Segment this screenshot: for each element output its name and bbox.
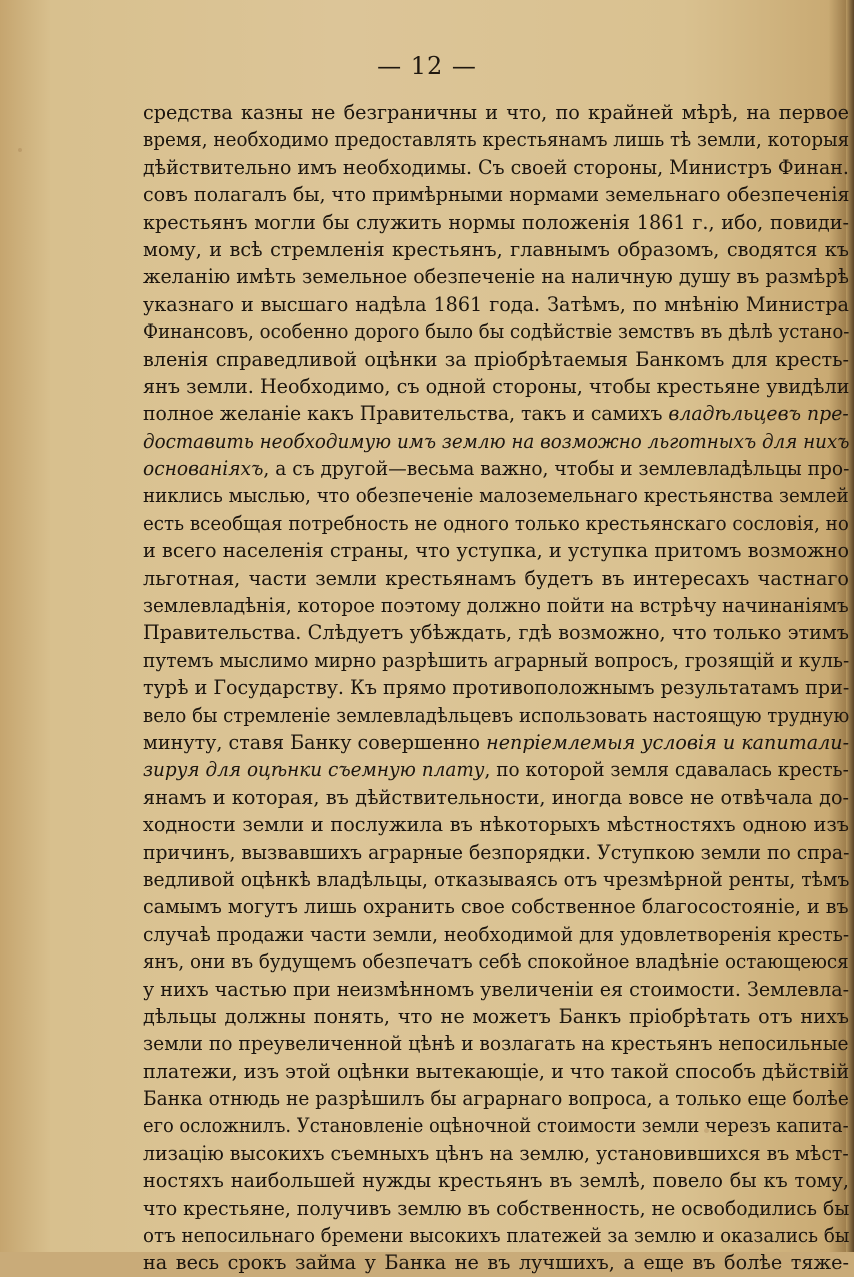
- text-line: [143, 839, 849, 866]
- text-segment: льготная, части земли крестьянамъ будетъ въ интересахъ частнаго: [143, 566, 849, 590]
- text-line: [143, 565, 849, 592]
- italic-text: основаніяхъ: [143, 457, 264, 481]
- text-segment: лизацію высокихъ съемныхъ цѣнъ на землю, установившихся въ мѣст-: [143, 1141, 849, 1165]
- text-segment: , по которой земля сдавалась кресть-: [484, 758, 849, 782]
- text-line: [143, 126, 849, 153]
- text-segment: Банка отнюдь не разрѣшилъ бы аграрнаго вопроса, а только еще болѣе: [143, 1087, 849, 1111]
- text-line: [143, 921, 849, 948]
- text-segment: ностяхъ наибольшей нужды крестьянъ въ землѣ, повело бы къ тому,: [143, 1169, 849, 1193]
- text-line: [143, 99, 849, 126]
- paper-stain: [18, 148, 22, 152]
- text-line: [143, 181, 849, 208]
- text-line: [143, 291, 849, 318]
- text-segment: ведливой оцѣнкѣ владѣльцы, отказываясь отъ чрезмѣрной ренты, тѣмъ: [143, 867, 850, 891]
- text-segment: что крестьяне, получивъ землю въ собственность, не освободились бы: [143, 1196, 850, 1220]
- text-line: [143, 482, 849, 509]
- text-segment: , а съ другой—весьма важно, чтобы и землевладѣльцы про-: [263, 457, 850, 481]
- text-line: [143, 729, 849, 756]
- text-segment: ходности земли и послужила въ нѣкоторыхъ мѣстностяхъ одною изъ: [143, 813, 849, 837]
- text-line: [143, 976, 849, 1003]
- text-segment: дѣйствительно имъ необходимы. Съ своей стороны, Министръ Финан.: [143, 155, 849, 179]
- text-segment: случаѣ продажи части земли, необходимой для удовлетворенія кресть-: [143, 922, 850, 946]
- text-segment: вленія справедливой оцѣнки за пріобрѣтаемыя Банкомъ для кресть-: [143, 347, 849, 371]
- text-line: [143, 948, 849, 975]
- text-segment: его осложнилъ. Установленіе оцѣночной стоимости земли черезъ капита-: [143, 1114, 849, 1138]
- italic-text: доставить необходимую имъ землю на возможно льготныхъ для нихъ: [143, 429, 850, 453]
- italic-text: зируя для оцѣнки съемную плату: [143, 758, 485, 782]
- text-segment: земли по преувеличенной цѣнѣ и возлагать на крестьянъ непосильные: [143, 1032, 849, 1056]
- text-line: [143, 674, 849, 701]
- text-line: [143, 1249, 849, 1276]
- text-line: [143, 1112, 849, 1139]
- text-line: [143, 702, 849, 729]
- text-segment: крестьянъ могли бы служить нормы положенія 1861 г., ибо, повиди-: [143, 210, 849, 234]
- text-line: [143, 373, 849, 400]
- text-segment: указнаго и высшаго надѣла 1861 года. Затѣмъ, по мнѣнію Министра: [143, 292, 849, 316]
- text-line: [143, 784, 849, 811]
- text-line: [143, 236, 849, 263]
- page-number: — 12 —: [377, 52, 477, 80]
- text-line: [143, 318, 849, 345]
- text-segment: время, необходимо предоставлять крестьянамъ лишь тѣ земли, которыя: [143, 128, 850, 152]
- italic-text: владѣльцевъ пре-: [668, 402, 849, 426]
- text-line: [143, 346, 849, 373]
- text-line: [143, 893, 849, 920]
- text-segment: мому, и всѣ стремленія крестьянъ, главнымъ образомъ, сводятся къ: [143, 237, 849, 261]
- text-segment: дѣльцы должны понять, что не можетъ Банкъ пріобрѣтать отъ нихъ: [143, 1004, 849, 1028]
- text-line: [143, 455, 849, 482]
- text-segment: на весь срокъ займа у Банка не въ лучшихъ, а еще въ болѣе тяже-: [143, 1251, 849, 1275]
- text-segment: янамъ и которая, въ дѣйствительности, иногда вовсе не отвѣчала до-: [143, 785, 849, 809]
- text-line: [143, 428, 849, 455]
- text-line: [143, 263, 849, 290]
- italic-text: непріемлемыя условія и капитали-: [486, 730, 850, 754]
- text-segment: причинъ, вызвавшихъ аграрные безпорядки. Уступкою земли по спра-: [143, 840, 850, 864]
- text-segment: полное желаніе какъ Правительства, такъ и самихъ: [143, 402, 669, 426]
- text-segment: и всего населенія страны, что уступка, и уступка притомъ возможно: [143, 539, 849, 563]
- text-line: [143, 1030, 849, 1057]
- text-segment: Финансовъ, особенно дорого было бы содѣйствіе земствъ въ дѣлѣ устано-: [143, 320, 850, 344]
- text-line: [143, 209, 849, 236]
- text-segment: вело бы стремленіе землевладѣльцевъ использовать настоящую трудную: [143, 703, 850, 727]
- text-segment: отъ непосильнаго бремени высокихъ платежей за землю и оказались бы: [143, 1224, 850, 1248]
- text-segment: совъ полагалъ бы, что примѣрными нормами земельнаго обезпеченія: [143, 183, 850, 207]
- text-segment: янъ земли. Необходимо, съ одной стороны, чтобы крестьяне увидѣли: [143, 374, 850, 398]
- text-segment: есть всеобщая потребность не одного только крестьянскаго сословія, но: [143, 511, 849, 535]
- text-line: [143, 1140, 849, 1167]
- text-segment: Правительства. Слѣдуетъ убѣждать, гдѣ возможно, что только этимъ: [143, 621, 849, 645]
- text-line: [143, 154, 849, 181]
- text-line: [143, 1222, 849, 1249]
- text-line: [143, 811, 849, 838]
- text-segment: средства казны не безграничны и что, по крайней мѣрѣ, на первое: [143, 101, 849, 124]
- text-line: [143, 1167, 849, 1194]
- text-line: [143, 1085, 849, 1112]
- body-text: [143, 99, 849, 1277]
- text-line: [143, 1195, 849, 1222]
- text-segment: желанію имѣть земельное обезпеченіе на наличную душу въ размѣрѣ: [143, 265, 849, 289]
- text-segment: турѣ и Государству. Къ прямо противоположнымъ результатамъ при-: [143, 676, 850, 700]
- text-segment: у нихъ частью при неизмѣнномъ увеличеніи ея стоимости. Землевла-: [143, 977, 850, 1001]
- text-line: [143, 647, 849, 674]
- text-line: [143, 592, 849, 619]
- text-segment: минуту, ставя Банку совершенно: [143, 730, 487, 754]
- text-segment: платежи, изъ этой оцѣнки вытекающіе, и что такой способъ дѣйствій: [143, 1059, 850, 1083]
- text-line: [143, 510, 849, 537]
- text-segment: землевладѣнія, которое поэтому должно пойти на встрѣчу начинаніямъ: [143, 594, 849, 618]
- text-segment: путемъ мыслимо мирно разрѣшить аграрный вопросъ, грозящій и куль-: [143, 648, 850, 672]
- text-line: [143, 866, 849, 893]
- text-line: [143, 619, 849, 646]
- text-line: [143, 400, 849, 427]
- text-line: [143, 1003, 849, 1030]
- text-line: [143, 537, 849, 564]
- text-segment: самымъ могутъ лишь охранить свое собственное благосостояніе, и въ: [143, 895, 849, 919]
- text-line: [143, 756, 849, 783]
- text-line: [143, 1058, 849, 1085]
- text-segment: янъ, они въ будущемъ обезпечатъ себѣ спокойное владѣніе остающеюся: [143, 950, 849, 974]
- text-segment: никлись мыслью, что обезпеченіе малоземельнаго крестьянства землей: [143, 484, 849, 508]
